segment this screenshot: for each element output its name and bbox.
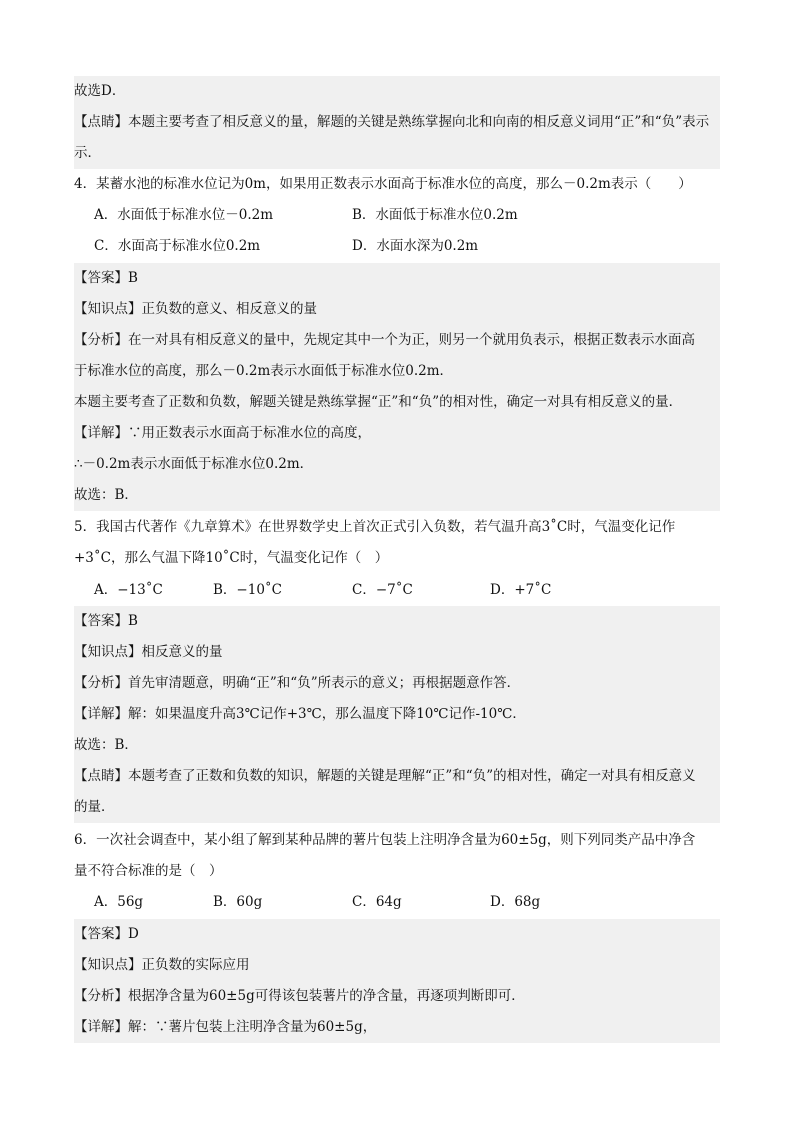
question-4-stem: 4．某蓄水池的标准水位记为0m，如果用正数表示水面高于标准水位的高度，那么－0.2m表示（ ）	[74, 176, 692, 192]
q4-analysis: 本题主要考查了正数和负数，解题关键是熟练掌握“正”和“负”的相对性，确定一对具有相反意义的量．	[74, 387, 720, 418]
question-4-option-a: A．水面低于标准水位－0.2m	[94, 207, 274, 223]
question-6-option-b: B．60g	[213, 894, 263, 910]
q6-answer: 【答案】D	[74, 919, 720, 950]
q4-analysis: 【分析】在一对具有相反意义的量中，先规定其中一个为正，则另一个就用负表示，根据正数表示水面高	[74, 325, 720, 356]
q6-knowledge-point: 【知识点】正负数的实际应用	[74, 950, 720, 981]
q6-detail: 【详解】解：∵薯片包装上注明净含量为60±5g，	[74, 1012, 720, 1043]
question-6-option-d: D．68g	[490, 894, 541, 910]
q5-answer: 【答案】B	[74, 606, 720, 637]
question-6-stem: 6．一次社会调查中，某小组了解到某种品牌的薯片包装上注明净含量为60±5g，则下列同类产品中净含	[74, 832, 696, 848]
q5-detail: 【详解】解：如果温度升高3℃记作+3℃，那么温度下降10℃记作-10℃．	[74, 699, 720, 730]
question-5-option-d: D．+7˚C	[490, 582, 552, 598]
q5-knowledge-point: 【知识点】相反意义的量	[74, 637, 720, 668]
q4-detail: 【详解】∵用正数表示水面高于标准水位的高度，	[74, 418, 720, 449]
q5-choice: 故选：B．	[74, 730, 720, 761]
comment-line: 【点睛】本题主要考查了相反意义的量，解题的关键是熟练掌握向北和向南的相反意义词用“正”和“负”表示	[74, 107, 720, 138]
q5-analysis: 【分析】首先审清题意，明确“正”和“负”所表示的意义；再根据题意作答．	[74, 668, 720, 699]
answer-line: 故选D．	[74, 76, 720, 107]
question-5-stem: 5．我国古代著作《九章算术》在世界数学史上首次正式引入负数，若气温升高3˚C时，气温变化记作	[74, 519, 676, 535]
question-5-option-c: C．−7˚C	[352, 582, 413, 598]
q4-choice: 故选：B．	[74, 480, 720, 511]
question-6-stem: 量不符合标准的是（ ）	[74, 863, 223, 879]
question-4-option-b: B．水面低于标准水位0.2m	[352, 207, 518, 223]
q6-analysis: 【分析】根据净含量为60±5g可得该包装薯片的净含量，再逐项判断即可．	[74, 981, 720, 1012]
question-4-option-d: D．水面水深为0.2m	[352, 238, 479, 254]
question-6-option-c: C．64g	[352, 894, 402, 910]
q5-comment: 【点睛】本题考查了正数和负数的知识，解题的关键是理解“正”和“负”的相对性，确定一对具有相反意义	[74, 761, 720, 792]
q4-answer: 【答案】B	[74, 263, 720, 294]
comment-line: 示．	[74, 138, 720, 169]
question-4-option-c: C．水面高于标准水位0.2m	[94, 238, 261, 254]
question-5-option-a: A．−13˚C	[94, 582, 163, 598]
q5-comment: 的量．	[74, 792, 720, 823]
q4-detail: ∴－0.2m表示水面低于标准水位0.2m．	[74, 449, 720, 480]
question-5-stem: +3˚C，那么气温下降10˚C时，气温变化记作（ ）	[74, 550, 389, 566]
question-6-option-a: A．56g	[94, 894, 144, 910]
q4-knowledge-point: 【知识点】正负数的意义、相反意义的量	[74, 294, 720, 325]
q4-analysis: 于标准水位的高度，那么－0.2m表示水面低于标准水位0.2m．	[74, 356, 720, 387]
question-5-option-b: B．−10˚C	[213, 582, 282, 598]
